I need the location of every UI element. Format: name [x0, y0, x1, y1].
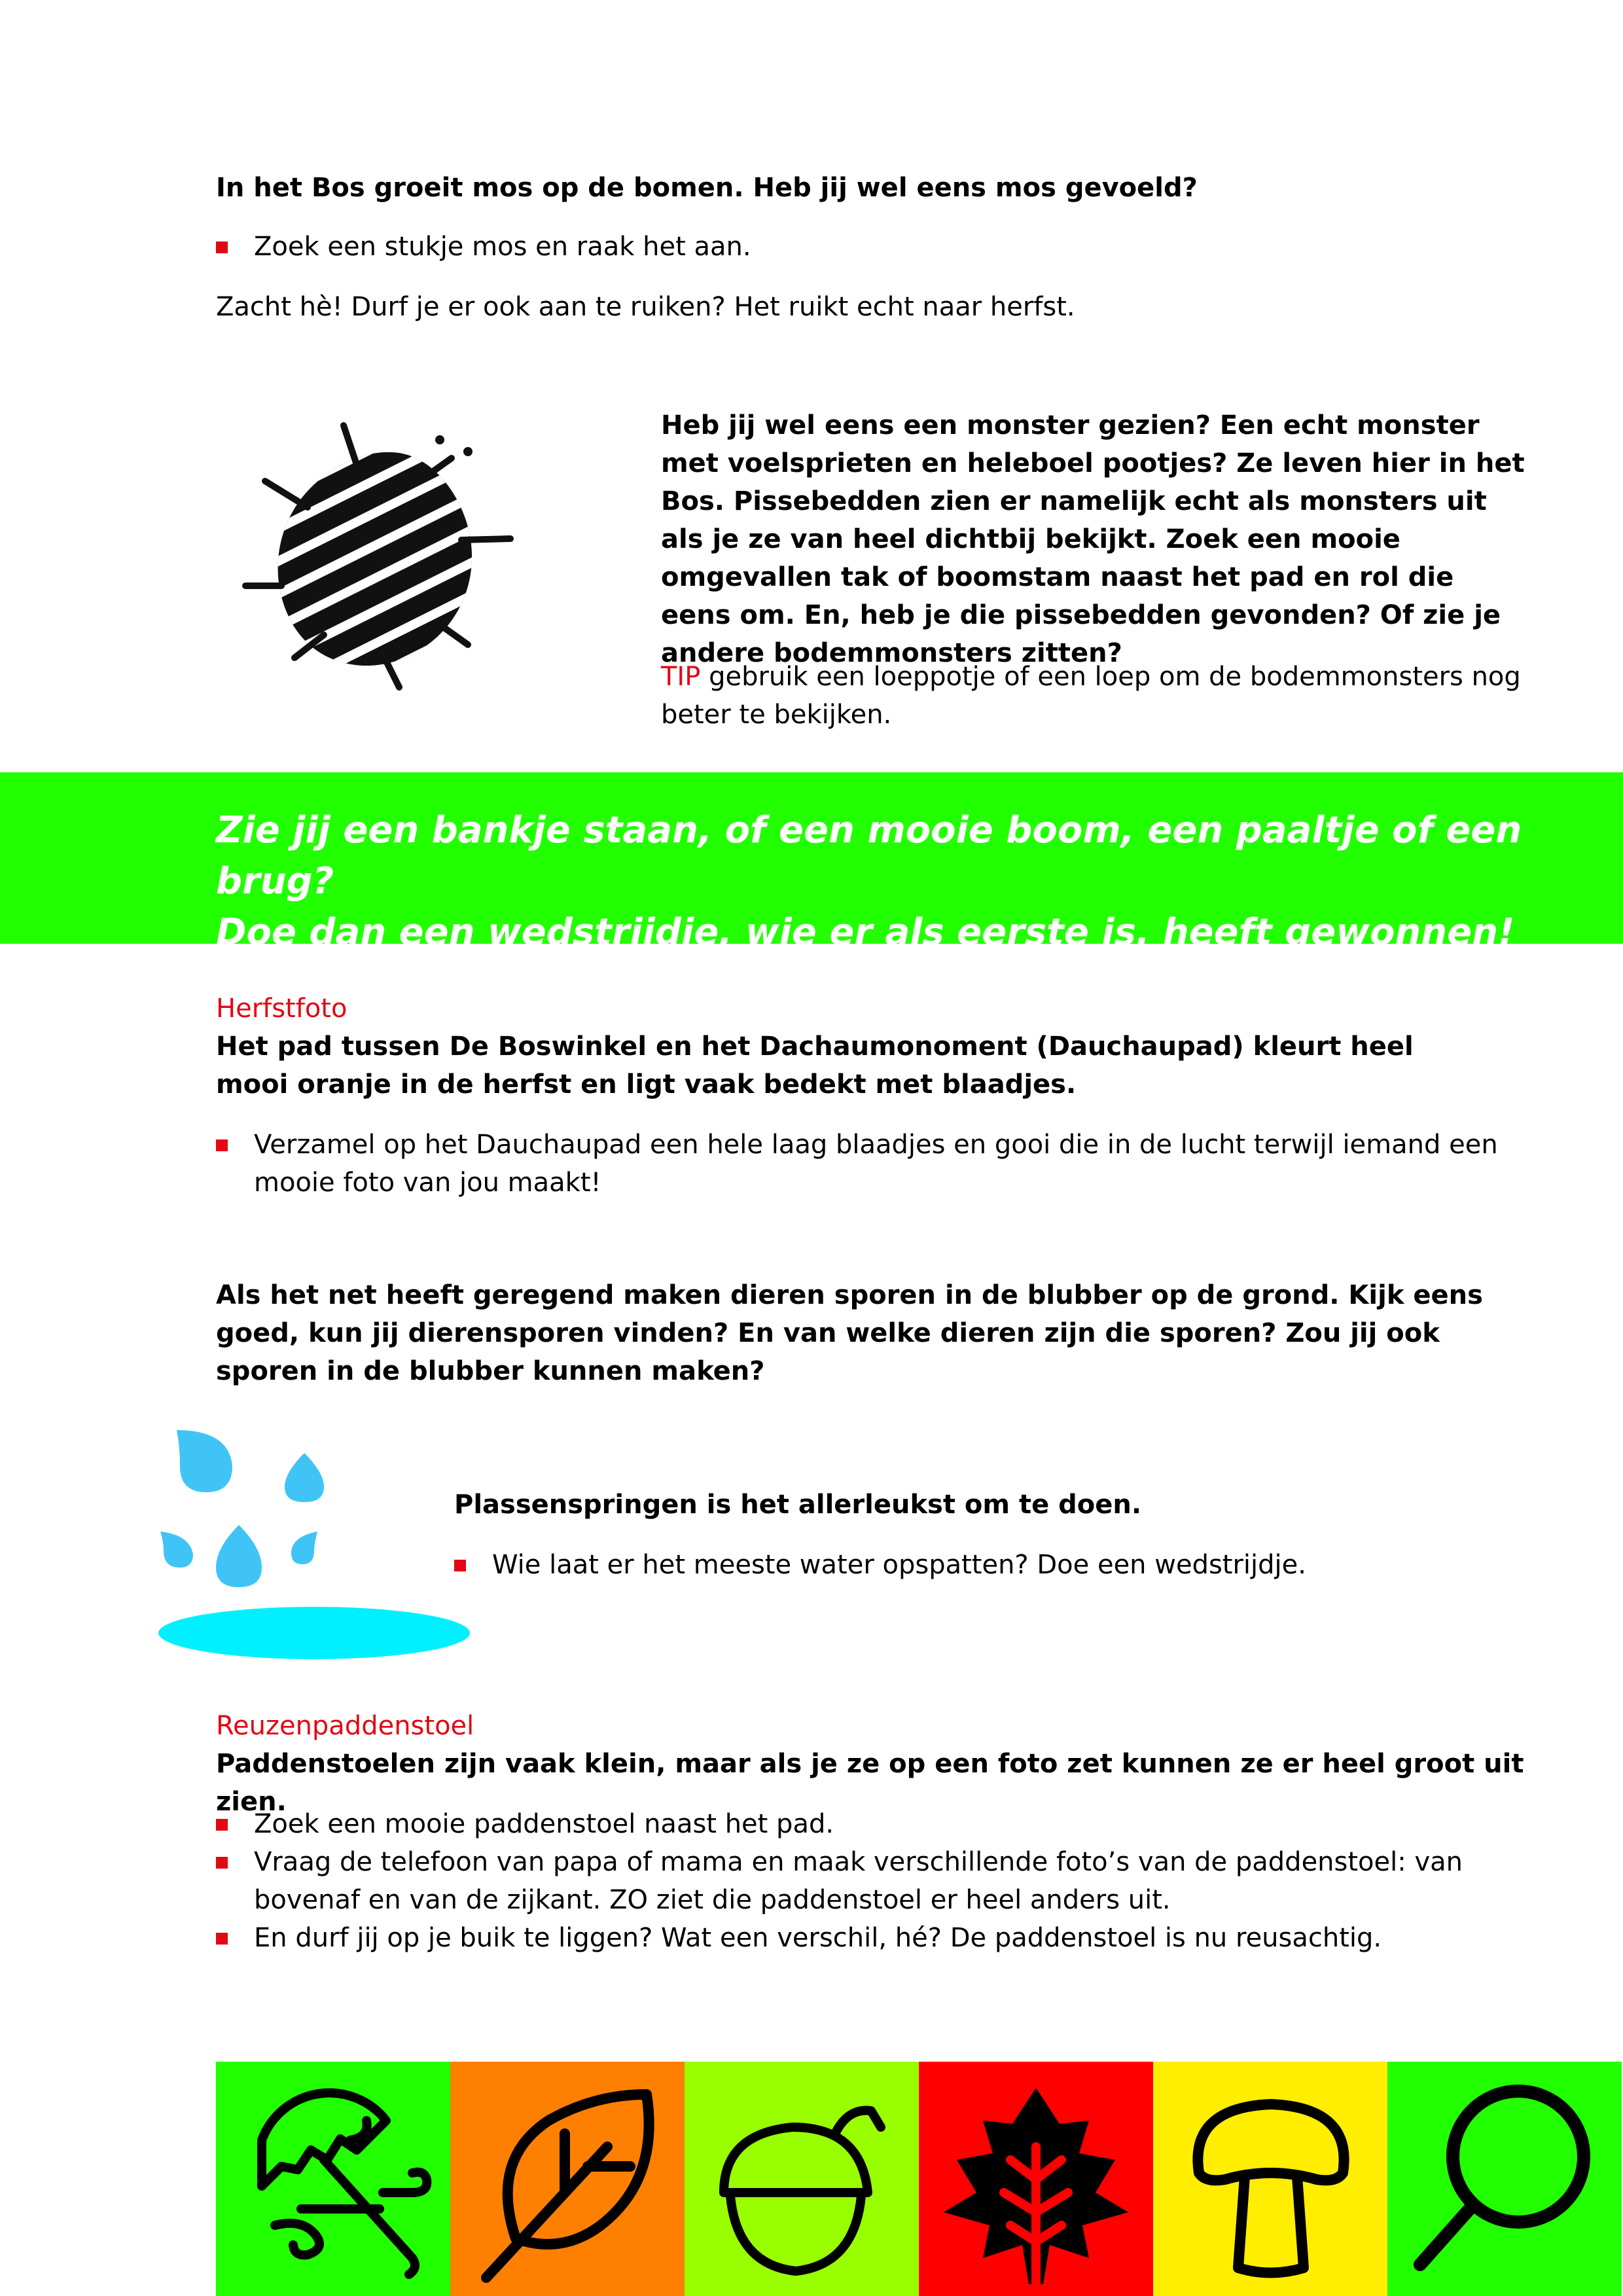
- bug-icon: [236, 412, 524, 700]
- acorn-icon: [685, 2062, 919, 2296]
- bullet-square-icon: [216, 1819, 228, 1831]
- plassen-bullet-list: [454, 1546, 1501, 1584]
- footer-tile-umbrella: [216, 2062, 450, 2296]
- banner-line-2: Doe dan een wedstrijdje, wie er als eerste is, heeft gewonnen!: [216, 911, 1515, 954]
- list-item: Zoek een stukje mos en raak het aan.: [216, 228, 1459, 266]
- paddenstoel-bullet-list: [216, 1805, 1512, 1957]
- bullet-square-icon: [216, 1933, 228, 1945]
- bullet-square-icon: [216, 242, 228, 253]
- footer-tile-maple: [919, 2062, 1153, 2296]
- footer-tile-acorn: [685, 2062, 919, 2296]
- moss-outro: Zacht hè! Durf je er ook aan te ruiken? Het ruikt echt naar herfst.: [216, 292, 1075, 322]
- bullet-square-icon: [454, 1560, 466, 1571]
- umbrella-wind-icon: [216, 2062, 450, 2296]
- moss-intro: In het Bos groeit mos op de bomen. Heb jij wel eens mos gevoeld?: [216, 173, 1198, 203]
- leaf-icon: [450, 2062, 685, 2296]
- footer-tile-magnifier: [1387, 2062, 1622, 2296]
- tip-text: gebruik een loeppotje of een loep om de bodemmonsters nog beter te bekijken.: [661, 662, 1521, 730]
- bullet-square-icon: [216, 1139, 228, 1151]
- list-item: Vraag de telefoon van papa of mama en maak verschillende foto’s van de paddenstoel: van bovenaf en van de zijkant. ZO ziet die paddenstoel er heel anders uit.: [216, 1843, 1512, 1919]
- banner-line-1: Zie jij een bankje staan, of een mooie boom, een paaltje of een brug?: [216, 809, 1522, 903]
- magnifier-icon: [1387, 2062, 1622, 2296]
- herfstfoto-heading: Herfstfoto: [216, 994, 348, 1024]
- paddenstoel-intro: Paddenstoelen zijn vaak klein, maar als je ze op een foto zet kunnen ze er heel groot uit zien.: [216, 1749, 1524, 1817]
- tip-label: TIP: [661, 662, 701, 692]
- monster-tip: [661, 658, 1531, 734]
- plassen-intro: Plassenspringen is het allerleukst om te doen.: [454, 1490, 1142, 1520]
- banner-text: [216, 805, 1623, 958]
- bullet-square-icon: [216, 1857, 228, 1869]
- paddenstoel-heading: Reuzenpaddenstoel: [216, 1711, 474, 1741]
- monster-text: Heb jij wel eens een monster gezien? Een echt monster met voelsprieten en heleboel pootjes? Ze leven hier in het Bos. Pissebedden zien er namelijk echt als monsters uit als je ze van heel dichtbij bekijkt. Zoek een mooie omgevallen tak of boomstam naast het pad en rol die eens om. En, heb je die pissebedden gevonden? Of zie je andere bodemmonsters zitten?: [661, 410, 1525, 668]
- list-item: En durf jij op je buik te liggen? Wat een verschil, hé? De paddenstoel is nu reusachtig.: [216, 1919, 1512, 1957]
- list-item: Verzamel op het Dauchaupad een hele laag blaadjes en gooi die in de lucht terwijl iemand een mooie foto van jou maakt!: [216, 1126, 1512, 1202]
- list-item: Zoek een mooie paddenstoel naast het pad.: [216, 1805, 1512, 1843]
- list-item: Wie laat er het meeste water opspatten? Doe een wedstrijdje.: [454, 1546, 1501, 1584]
- herfstfoto-bullet-list: [216, 1126, 1512, 1202]
- moss-bullet-list: [216, 228, 1459, 266]
- raindrops-puddle-icon: [157, 1427, 478, 1669]
- mushroom-icon: [1153, 2062, 1387, 2296]
- footer-tile-mushroom: [1153, 2062, 1387, 2296]
- maple-leaf-icon: [919, 2062, 1153, 2296]
- challenge-banner: [0, 772, 1623, 954]
- herfstfoto-intro: Het pad tussen De Boswinkel en het Dachaumonoment (Dauchaupad) kleurt heel mooi oranje in de herfst en ligt vaak bedekt met blaadjes.: [216, 1031, 1414, 1100]
- sporen-text: Als het net heeft geregend maken dieren sporen in de blubber op de grond. Kijk eens goed, kun jij dierensporen vinden? En van welke dieren zijn die sporen? Zou jij ook sporen in de blubber kunnen maken?: [216, 1280, 1483, 1386]
- footer-tile-leaf: [450, 2062, 685, 2296]
